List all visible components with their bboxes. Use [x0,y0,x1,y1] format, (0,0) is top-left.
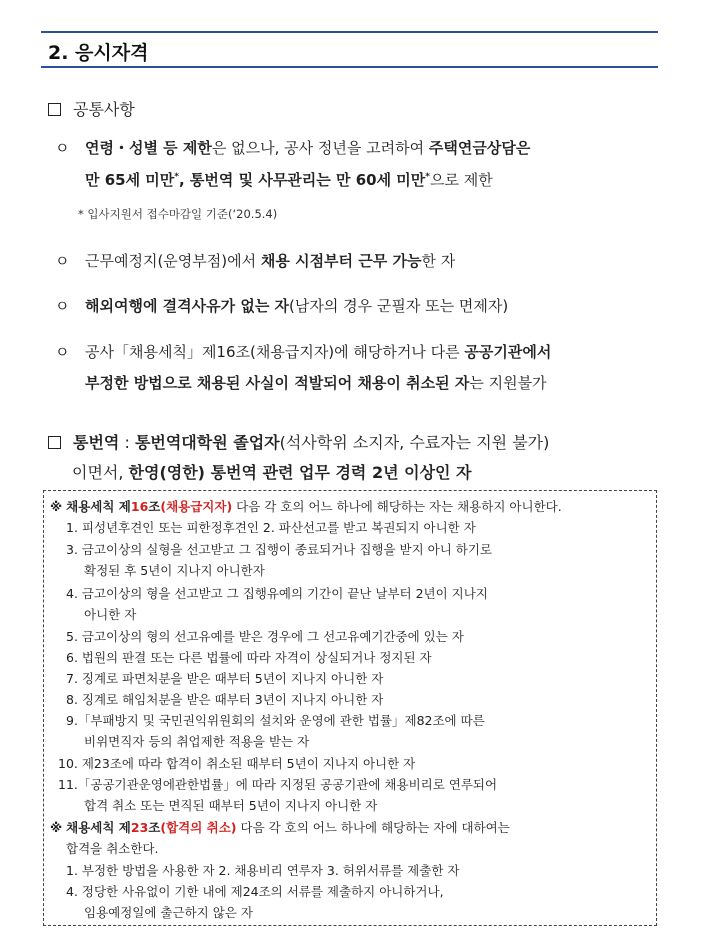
rule-16-item: 11.「공공기관운영에관한법률」에 따라 지정된 공공기관에 채용비리로 연루되어 [58,777,498,792]
rule-16-item-cont: 아니한 자 [84,607,137,622]
common-item-4-line-1: ㅇ 공사「채용세칙」제16조(채용급지자)에 해당하거나 다른 공공기관에서 [55,343,552,361]
rule-23-header: ※ 채용세칙 제23조(합격의 취소) 다음 각 호의 어느 하나에 해당하는 자에 대하여는 [50,820,510,835]
common-item-3: ㅇ 해외여행에 결격사유가 없는 자(남자의 경우 군필자 또는 면제자) [55,297,509,315]
common-heading: 공통사항 [48,97,135,120]
rule-16-item: 8. 징계로 해임처분을 받은 때부터 3년이 지나지 아니한 자 [66,692,384,707]
circle-bullet-icon: ㅇ [55,297,70,315]
rule-16-item: 7. 징계로 파면처분을 받은 때부터 5년이 지나지 아니한 자 [66,671,384,686]
common-item-4-line-2: 부정한 방법으로 채용된 사실이 적발되어 채용이 취소된 자는 지원불가 [85,374,547,392]
regulation-box [43,490,657,926]
common-item-2: ㅇ 근무예정지(운영부점)에서 채용 시점부터 근무 가능한 자 [55,252,456,270]
section-title: 2. 응시자격 [48,42,149,64]
rule-16-item-cont: 확정된 후 5년이 지나지 아니한자 [84,563,265,578]
rule-16-item: 9.「부패방지 및 국민권익위원회의 설치와 운영에 관한 법률」제82조에 따른 [66,713,485,728]
rule-16-item: 5. 금고이상의 형의 선고유예를 받은 경우에 그 선고유예기간중에 있는 자 [66,629,464,644]
translation-heading-line-2: 이면서, 한영(영한) 통번역 관련 업무 경력 2년 이상인 자 [72,463,472,482]
rule-16-item: 1. 피성년후견인 또는 피한정후견인 2. 파산선고를 받고 복권되지 아니한 자 [66,520,476,535]
rule-23-item: 4. 정당한 사유없이 기한 내에 제24조의 서류를 제출하지 아니하거나, [66,884,444,899]
age-footnote: * 입사지원서 접수마감일 기준(‘20.5.4) [78,207,278,221]
rule-23-item-cont: 임용예정일에 출근하지 않은 자 [84,905,253,920]
rule-16-header: ※ 채용세칙 제16조(채용급지자) 다음 각 호의 어느 하나에 해당하는 자는 채용하지 아니한다. [50,499,562,514]
checkbox-square-icon [48,436,61,449]
rule-16-item: 10. 제23조에 따라 합격이 취소된 때부터 5년이 지나지 아니한 자 [58,756,416,771]
circle-bullet-icon: ㅇ [55,139,70,157]
rule-16-item: 6. 법원의 판결 또는 다른 법률에 따라 자격이 상실되거나 정지된 자 [66,650,432,665]
circle-bullet-icon: ㅇ [55,343,70,361]
rule-16-item-cont: 비위면직자 등의 취업제한 적용을 받는 자 [84,734,310,749]
common-item-1-line-2: 만 65세 미만*, 통번역 및 사무관리는 만 60세 미만*으로 제한 [85,171,493,189]
section-rule-top [41,31,658,33]
rule-23-header-cont: 합격을 취소한다. [66,841,159,856]
note-mark-icon: ※ [50,499,63,514]
checkbox-square-icon [48,103,61,116]
note-mark-icon: ※ [50,820,63,835]
rule-16-item: 4. 금고이상의 형을 선고받고 그 집행유예의 기간이 끝난 날부터 2년이 지나지 [66,586,488,601]
common-item-1-line-1: ㅇ 연령・성별 등 제한은 없으나, 공사 정년을 고려하여 주택연금상담은 [55,139,531,157]
translation-heading-line-1: 통번역 : 통번역대학원 졸업자(석사학위 소지자, 수료자는 지원 불가) [48,430,549,453]
circle-bullet-icon: ㅇ [55,252,70,270]
rule-23-item: 1. 부정한 방법을 사용한 자 2. 채용비리 연루자 3. 허위서류를 제출한 자 [66,863,460,878]
rule-16-item-cont: 합격 취소 또는 면직된 때부터 5년이 지나지 아니한 자 [84,798,378,813]
rule-16-item: 3. 금고이상의 실형을 선고받고 그 집행이 종료되거나 집행을 받지 아니 하기로 [66,542,492,557]
section-rule-bottom [41,66,658,68]
